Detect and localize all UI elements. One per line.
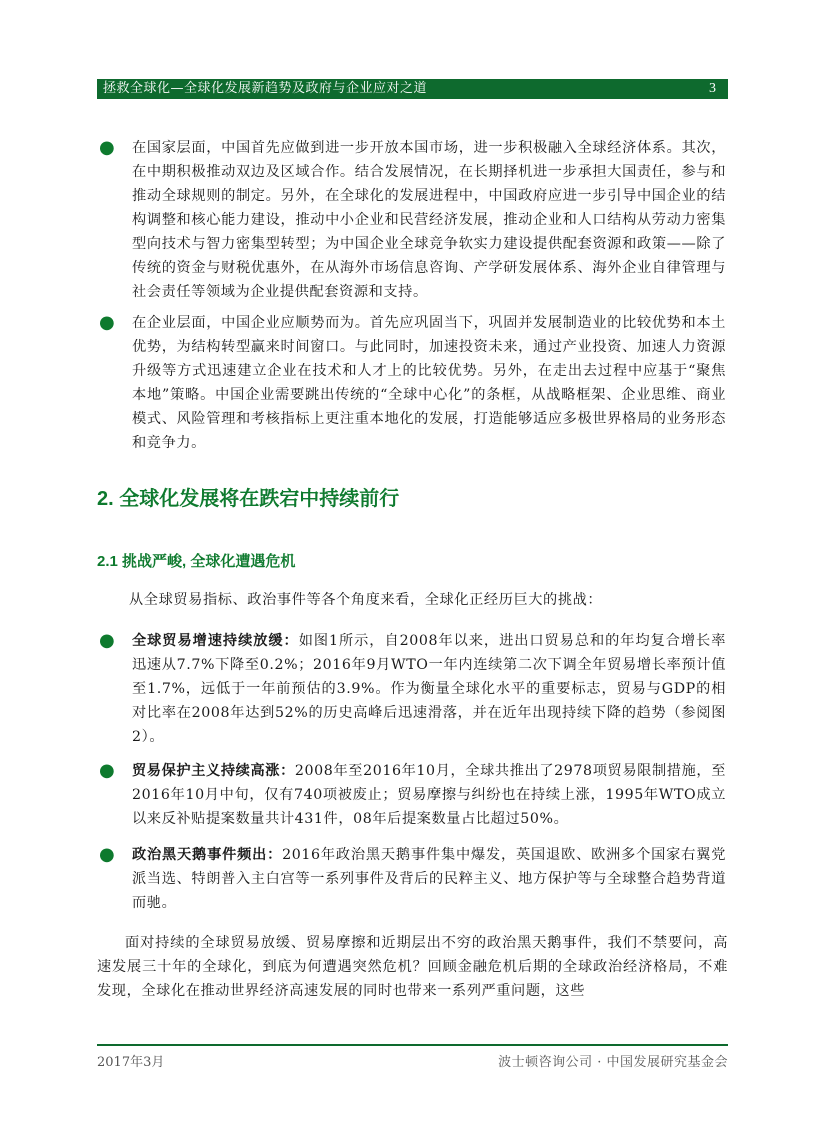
bullet-body: 2016年政治黑天鹅事件集中爆发，英国退欧、欧洲多个国家右翼党派当选、特朗普入主白宫等一系列事件及背后的民粹主义、地方保护等与全球整合趋势背道而驰。: [132, 847, 726, 911]
bullet-text: [132, 843, 726, 915]
bullet-icon: ●: [99, 137, 115, 158]
section-heading: 2. 全球化发展将在跌宕中持续前行: [97, 488, 400, 510]
footer-org: 波士顿咨询公司 · 中国发展研究基金会: [498, 1055, 728, 1070]
bullet-body: 如图1所示，自2008年以来，进出口贸易总和的年均复合增长率迅速从7.7%下降至0.2%；2016年9月WTO一年内连续第二次下调全年贸易增长率预计值至1.7%，远低于一年前预估的3.9%。作为衡量全球化水平的重要标志，贸易与GDP的相对比率在2008年达到52%的历史高峰后迅速滑落，并在近年出现持续下降的趋势（参阅图2）。: [132, 633, 726, 745]
bullet-text: 在企业层面，中国企业应顺势而为。首先应巩固当下，巩固并发展制造业的比较优势和本土优势，为结构转型赢来时间窗口。与此同时，加速投资未来，通过产业投资、加速人力资源升级等方式迅速建立企业在技术和人才上的比较优势。另外，在走出去过程中应基于“聚焦本地”策略。中国企业需要跳出传统的“全球中心化”的条框，从战略框架、企业思维、商业模式、风险管理和考核指标上更注重本地化的发展，打造能够适应多极世界格局的业务形态和竞争力。: [132, 315, 726, 451]
bullet-icon: ●: [99, 844, 115, 865]
running-header: [97, 79, 728, 99]
bullet-lead: 贸易保护主义持续高涨：: [132, 763, 295, 779]
closing-paragraph: 面对持续的全球贸易放缓、贸易摩擦和近期层出不穷的政治黑天鹅事件，我们不禁要问，高速发展三十年的全球化，到底为何遭遇突然危机？回顾金融危机后期的全球政治经济格局，不难发现，全球化在推动世界经济高速发展的同时也带来一系列严重问题，这些: [97, 935, 728, 999]
bullet-text: 在国家层面，中国首先应做到进一步开放本国市场，进一步积极融入全球经济体系。其次，在中期积极推动双边及区域合作。结合发展情况，在长期择机进一步承担大国责任，参与和推动全球规则的制定。另外，在全球化的发展进程中，中国政府应进一步引导中国企业的结构调整和核心能力建设，推动中小企业和民营经济发展，推动企业和人口结构从劳动力密集型向技术与智力密集型转型；为中国企业全球竞争软实力建设提供配套资源和政策——除了传统的资金与财税优惠外，在从海外市场信息咨询、产学研发展体系、海外企业自律管理与社会责任等领域为企业提供配套资源和支持。: [132, 140, 726, 300]
page-number: 3: [709, 81, 716, 96]
bullet-text: [132, 629, 726, 749]
header-title: 拯救全球化—全球化发展新趋势及政府与企业应对之道: [103, 81, 428, 96]
bullet-text: [132, 759, 726, 831]
bullet-icon: ●: [99, 630, 115, 651]
footer-divider: [97, 1044, 728, 1046]
intro-paragraph: 从全球贸易指标、政治事件等各个角度来看，全球化正经历巨大的挑战：: [129, 592, 603, 608]
bullet-icon: ●: [99, 760, 115, 781]
subsection-heading: 2.1 挑战严峻, 全球化遭遇危机: [97, 553, 296, 570]
bullet-body: 2008年至2016年10月，全球共推出了2978项贸易限制措施，至2016年10月中旬，仅有740项被废止；贸易摩擦与纠纷也在持续上涨，1995年WTO成立以来反补贴提案数量共计431件，08年后提案数量占比超过50%。: [132, 763, 726, 827]
footer-date: 2017年3月: [97, 1055, 165, 1070]
bullet-icon: ●: [99, 312, 115, 333]
bullet-lead: 全球贸易增速持续放缓：: [132, 633, 299, 649]
bullet-lead: 政治黑天鹅事件频出：: [132, 847, 283, 863]
